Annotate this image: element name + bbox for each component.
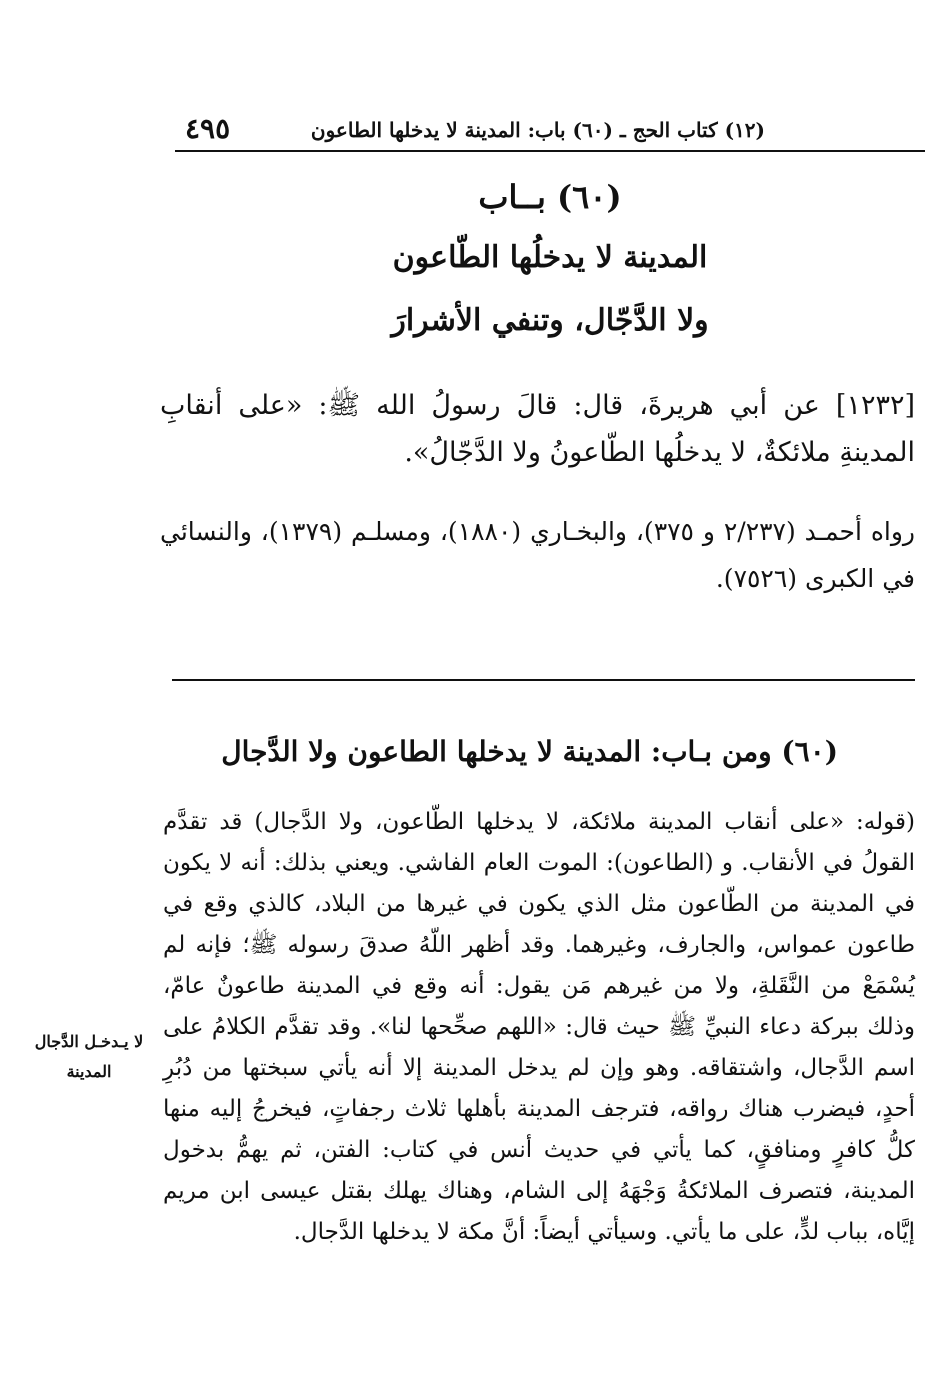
hadith-text: [١٢٣٢] عن أبي هريرةَ، قال: قالَ رسولُ الله ﷺ: «على أنقابِ المدينةِ ملائكةٌ، لا يدخلُها الطّاعونُ ولا الدَّجّالُ».	[160, 390, 915, 468]
chapter-title-line-2: ولا الدَّجّال، وتنفي الأشرارَ	[391, 303, 709, 338]
header-divider	[175, 150, 925, 152]
commentary-body: (قوله: «على أنقاب المدينة ملائكة، لا يدخلها الطّاعون، ولا الدَّجال) قد تقدَّم القولُ في الأنقاب. و (الطاعون): الموت العام الفاشي. ويعني بذلك: أنه لا يكون في المدينة من الطّاعون مثل الذي يكون في غيرها من البلاد، كالذي وقع في طاعون عمواس، والجارف، وغيرهما. وقد أظهر اللّهُ صدقَ رسوله ﷺ؛ فإنه لم يُسْمَعْ من النَّقَلةِ، ولا من غيرهم مَن يقول: أنه وقع في المدينة طاعونٌ عامّ، وذلك ببركة دعاء النبيِّ ﷺ حيث قال: «اللهم صحِّحها لنا». وقد تقدَّم الكلامُ على اسم الدَّجال، واشتقاقه. وهو وإن لم يدخل المدينة إلا أنه يأتي سبختها من دُبُرِ أحدٍ، فيضرب هناك رواقه، فترجف المدينة بأهلها ثلاث رجفاتٍ، فيخرجُ إليه منها كلُّ كافرٍ ومنافقٍ، كما يأتي في حديث أنس في كتاب: الفتن، ثم يهمُّ بدخول المدينة، فتصرف الملائكةُ وَجْهَهُ إلى الشام، وهناك يهلك بقتل عيسى ابن مريم إيَّاه، بباب لدٍّ، على ما يأتي. وسيأتي أيضاً: أنَّ مكة لا يدخلها الدَّجال.	[163, 809, 915, 1245]
section-divider	[172, 679, 915, 681]
commentary-heading: (٦٠) ومن بـاب: المدينة لا يدخلها الطاعون ولا الدَّجال	[221, 735, 838, 768]
chapter-title-line-1: المدينة لا يدخلُها الطّاعون	[392, 240, 708, 275]
page-number: ٤٩٥	[185, 112, 231, 145]
margin-note: لا يـدخـل الدَّجال المدينة	[34, 1032, 144, 1081]
running-title: (١٢) كتاب الحج ـ (٦٠) باب: المدينة لا يدخلها الطاعون	[310, 118, 765, 142]
chapter-number: (٦٠) بــاب	[478, 178, 622, 216]
running-header	[175, 112, 925, 148]
takhrij-text: رواه أحمـد (٢/٢٣٧ و ٣٧٥)، والبخـاري (١٨٨٠)، ومسلـم (١٣٧٩)، والنسائي في الكبرى (٧٥٢٦).	[160, 517, 916, 593]
